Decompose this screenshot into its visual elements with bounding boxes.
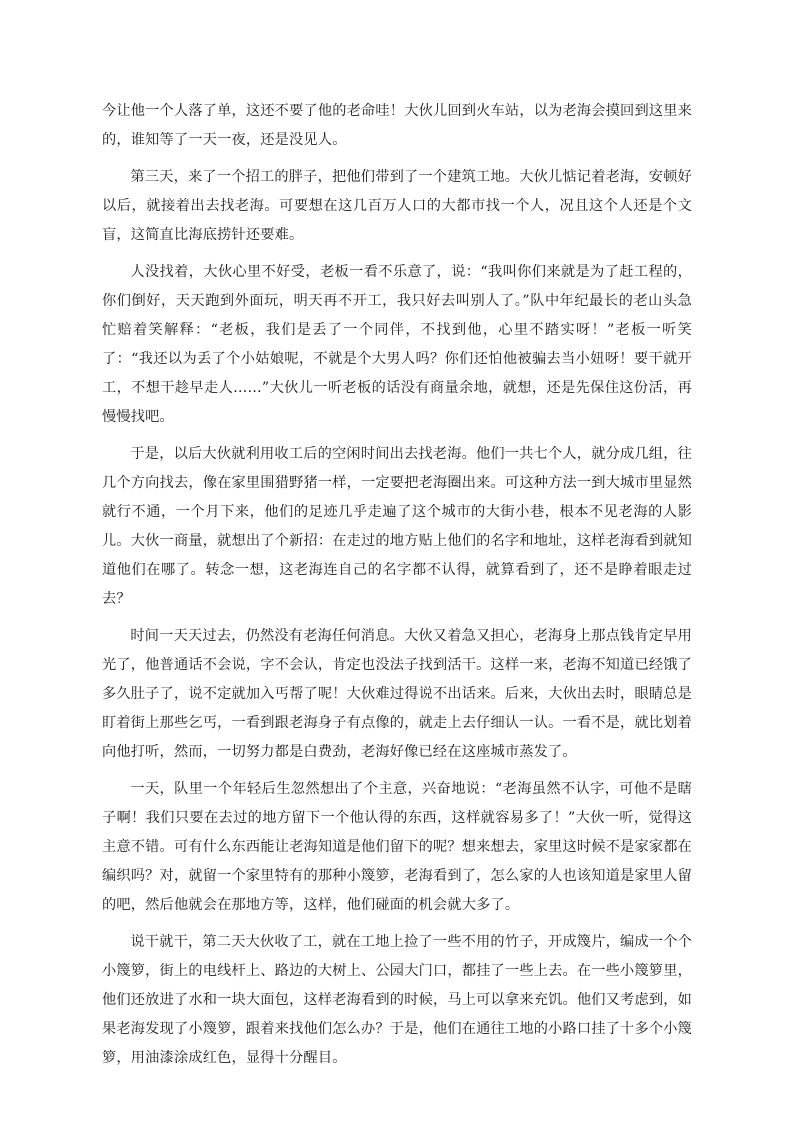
- article-body: [102, 97, 692, 1081]
- paragraph-1: 今让他一个人落了单，这还不要了他的老命哇！大伙儿回到火车站，以为老海会摸回到这里来的，谁知等了一天一夜，还是没见人。: [102, 103, 692, 148]
- paragraph-5: 时间一天天过去，仍然没有老海任何消息。大伙又着急又担心，老海身上那点钱肯定早用光了，他普通话不会说，字不会认，肯定也没法子找到活干。这样一来，老海不知道已经饿了多久肚子了，说不定就加入丐帮了呢！大伙难过得说不出话来。后来，大伙出去时，眼睛总是盯着街上那些乞丐，一看到跟老海身子有点像的，就走上去仔细认一认。一看不是，就比划着向他打听，然而，一切努力都是白费劲，老海好像已经在这座城市蒸发了。: [102, 628, 692, 760]
- paragraph-2: 第三天，来了一个招工的胖子，把他们带到了一个建筑工地。大伙儿惦记着老海，安顿好以后，就接着出去找老海。可要想在这几百万人口的大都市找一个人，况且这个人还是个文盲，这简直比海底捞针还要难。: [102, 169, 692, 243]
- paragraph-4: 于是，以后大伙就利用收工后的空闲时间出去找老海。他们一共七个人，就分成几组，往几个方向找去，像在家里围猎野猪一样，一定要把老海圈出来。可这种方法一到大城市里显然就行不通，一个月下来，他们的足迹几乎走遍了这个城市的大街小巷，根本不见老海的人影儿。大伙一商量，就想出了个新招：在走过的地方贴上他们的名字和地址，这样老海看到就知道他们在哪了。转念一想，这老海连自己的名字都不认得，就算看到了，还不是睁着眼走过去？: [102, 446, 692, 607]
- paragraph-3: 人没找着，大伙心里不好受，老板一看不乐意了，说：“我叫你们来就是为了赶工程的，你们倒好，天天跑到外面玩，明天再不开工，我只好去叫别人了。”队中年纪最长的老山头急忙赔着笑解释：“老板，我们是丢了一个同伴，不找到他，心里不踏实呀！”老板一听笑了：“我还以为丢了个小姑娘呢，不就是个大男人吗？你们还怕他被骗去当小妞呀！要干就开工，不想干趁早走人……”大伙儿一听老板的话没有商量余地，就想，还是先保住这份活，再慢慢找吧。: [102, 264, 692, 425]
- paragraph-7: 说干就干，第二天大伙收了工，就在工地上捡了一些不用的竹子，开成篾片，编成一个个小篾箩，街上的电线杆上、路边的大树上、公园大门口，都挂了一些上去。在一些小篾箩里，他们还放进了水和一块大面包，这样老海看到的时候，马上可以拿来充饥。他们又考虑到，如果老海发现了小篾箩，跟着来找他们怎么办？于是，他们在通往工地的小路口挂了十多个小篾箩，用油漆涂成红色，显得十分醒目。: [102, 934, 692, 1066]
- paragraph-6: 一天，队里一个年轻后生忽然想出了个主意，兴奋地说：“老海虽然不认字，可他不是瞎子啊！我们只要在去过的地方留下一个他认得的东西，这样就容易多了！”大伙一听，觉得这主意不错。可有什么东西能让老海知道是他们留下的呢？想来想去，家里这时候不是家家都在编织吗？对，就留一个家里特有的那种小篾箩，老海看到了，怎么家的人也该知道是家里人留的吧，然后他就会在那地方等，这样，他们碰面的机会就大多了。: [102, 781, 692, 913]
